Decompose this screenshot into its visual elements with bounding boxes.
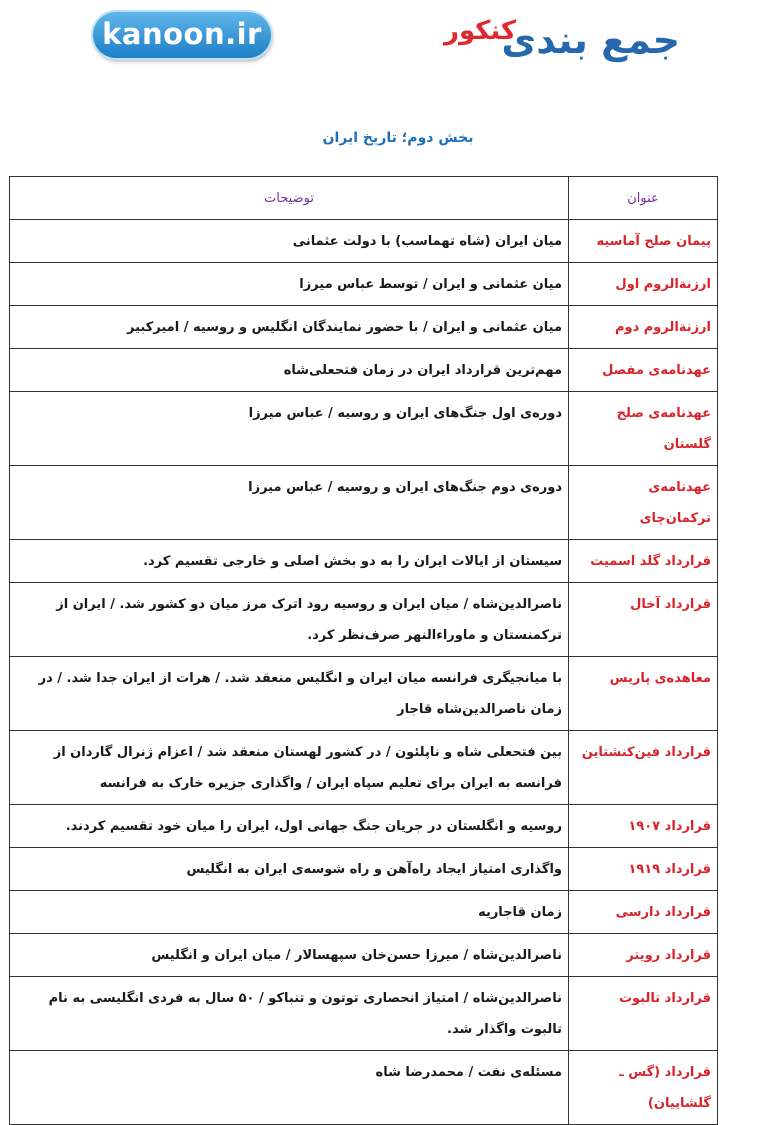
treaty-description: دوره‌ی دوم جنگ‌های ایران و روسیه / عباس میرزا <box>10 466 569 540</box>
table-row <box>10 263 718 306</box>
table-row <box>10 731 718 805</box>
table-row <box>10 891 718 934</box>
treaty-title: ارزنةالروم اول <box>569 263 718 306</box>
treaty-title: عهدنامه‌ی ترکمان‌چای <box>569 466 718 540</box>
treaty-title: معاهده‌ی پاریس <box>569 657 718 731</box>
column-header-description: توضیحات <box>10 177 569 220</box>
treaty-title: ارزنةالروم دوم <box>569 306 718 349</box>
kanoon-logo: kanoon.ir <box>93 12 271 58</box>
treaty-description: سیستان از ایالات ایران را به دو بخش اصلی و خارجی تقسیم کرد. <box>10 540 569 583</box>
treaty-description: میان ایران (شاه تهماسب) با دولت عثمانی <box>10 220 569 263</box>
treaty-description: با میانجیگری فرانسه میان ایران و انگلیس منعقد شد. / هرات از ایران جدا شد. / در زمان ناصرالدین‌شاه قاجار <box>10 657 569 731</box>
table-row <box>10 1051 718 1125</box>
section-title: بخش دوم؛ تاریخ ایران <box>322 130 474 146</box>
table-row <box>10 306 718 349</box>
treaty-title: قرارداد ۱۹۰۷ <box>569 805 718 848</box>
treaty-title: قرارداد فین‌کنشتاین <box>569 731 718 805</box>
table-row <box>10 657 718 731</box>
table-row <box>10 540 718 583</box>
treaty-description: زمان قاجاریه <box>10 891 569 934</box>
table-row <box>10 848 718 891</box>
treaty-description: ناصرالدین‌شاه / امتیاز انحصاری توتون و تنباکو / ۵۰ سال به فردی انگلیسی به نام تالبوت واگذار شد. <box>10 977 569 1051</box>
table-row <box>10 220 718 263</box>
logo-title-part2: کنکور <box>444 16 517 46</box>
konkur-summary-logo <box>440 10 680 66</box>
treaty-title: قرارداد (گس ـ گلشاییان) <box>569 1051 718 1125</box>
treaty-title: قرارداد ۱۹۱۹ <box>569 848 718 891</box>
treaty-description: میان عثمانی و ایران / با حضور نمایندگان انگلیس و روسیه / امیرکبیر <box>10 306 569 349</box>
treaty-description: واگذاری امتیاز ایجاد راه‌آهن و راه شوسه‌ی ایران به انگلیس <box>10 848 569 891</box>
treaty-description: مسئله‌ی نفت / محمدرضا شاه <box>10 1051 569 1125</box>
treaty-title: قرارداد آخال <box>569 583 718 657</box>
table-row <box>10 977 718 1051</box>
table-row <box>10 934 718 977</box>
treaties-table <box>9 176 718 1125</box>
treaty-description: ناصرالدین‌شاه / میرزا حسن‌خان سپهسالار / میان ایران و انگلیس <box>10 934 569 977</box>
table-row <box>10 466 718 540</box>
treaty-title: عهدنامه‌ی مفصل <box>569 349 718 392</box>
treaty-title: قرارداد گلد اسمیت <box>569 540 718 583</box>
treaty-description: میان عثمانی و ایران / توسط عباس میرزا <box>10 263 569 306</box>
treaty-description: دوره‌ی اول جنگ‌های ایران و روسیه / عباس میرزا <box>10 392 569 466</box>
table-header-row <box>10 177 718 220</box>
treaty-description: ناصرالدین‌شاه / میان ایران و روسیه رود اترک مرز میان دو کشور شد. / ایران از ترکمنستان و ماوراءالنهر صرف‌نظر کرد. <box>10 583 569 657</box>
treaty-title: قرارداد تالبوت <box>569 977 718 1051</box>
table-row <box>10 583 718 657</box>
treaty-description: روسیه و انگلستان در جریان جنگ جهانی اول، ایران را میان خود تقسیم کردند. <box>10 805 569 848</box>
column-header-title: عنوان <box>569 177 718 220</box>
treaty-title: قرارداد دارسی <box>569 891 718 934</box>
treaty-title: قرارداد رویتر <box>569 934 718 977</box>
logo-title-part1: جمع بندی <box>501 18 680 62</box>
treaty-title: عهدنامه‌ی صلح گلستان <box>569 392 718 466</box>
table-row <box>10 349 718 392</box>
table-row <box>10 805 718 848</box>
table-row <box>10 392 718 466</box>
treaty-description: بین فتحعلی شاه و ناپلئون / در کشور لهستان منعقد شد / اعزام ژنرال گاردان از فرانسه به ایران برای تعلیم سپاه ایران / واگذاری جزیره خارک به فرانسه <box>10 731 569 805</box>
treaty-description: مهم‌ترین قرارداد ایران در زمان فتحعلی‌شاه <box>10 349 569 392</box>
treaty-title: پیمان صلح آماسیه <box>569 220 718 263</box>
